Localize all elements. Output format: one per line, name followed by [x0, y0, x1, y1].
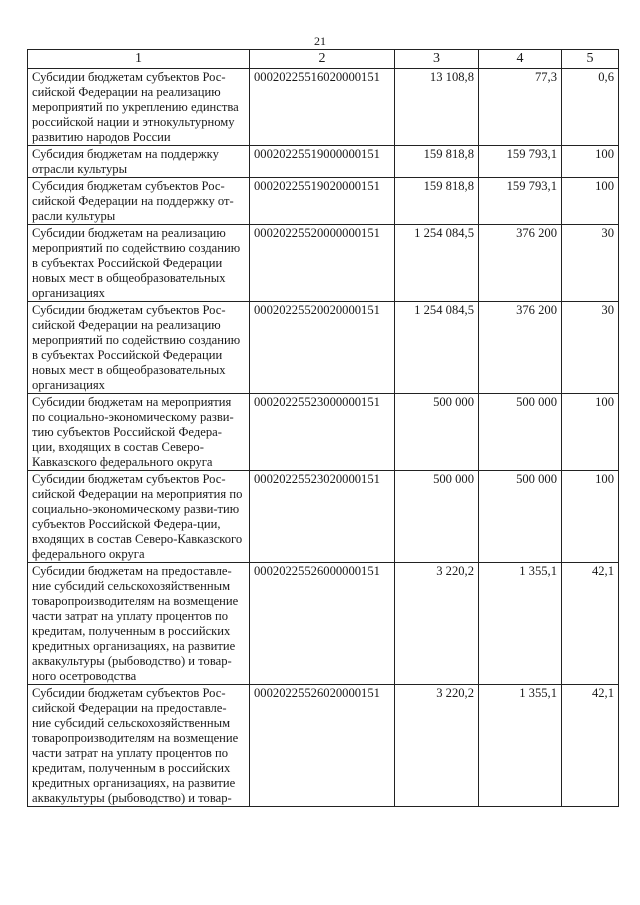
row-plan: 500 000	[395, 471, 479, 563]
row-percent: 42,1	[562, 685, 619, 807]
table-row	[28, 563, 619, 685]
table-row	[28, 394, 619, 471]
row-name: Субсидии бюджетам на предоставле-ние субсидий сельскохозяйственным товаропроизводителям на возмещение части затрат на уплату процентов по кредитам, полученным в российских кредитных организациях, на развитие аквакультуры (рыбоводство) и товар-ного осетроводства	[28, 563, 250, 685]
row-fact: 159 793,1	[479, 146, 562, 178]
table-row	[28, 178, 619, 225]
table-row	[28, 302, 619, 394]
column-header: 5	[562, 50, 619, 69]
row-fact: 159 793,1	[479, 178, 562, 225]
row-name: Субсидии бюджетам субъектов Рос-сийской Федерации на мероприятия по социально-экономическому разви-тию субъектов Российской Федера-ции, входящих в состав Северо-Кавказского федерального округа	[28, 471, 250, 563]
row-name: Субсидии бюджетам на реализацию мероприятий по содействию созданию в субъектах Российской Федерации новых мест в общеобразовательных организациях	[28, 225, 250, 302]
row-percent: 100	[562, 146, 619, 178]
row-percent: 42,1	[562, 563, 619, 685]
page-number: 21	[314, 34, 326, 48]
column-header: 1	[28, 50, 250, 69]
row-plan: 1 254 084,5	[395, 302, 479, 394]
row-percent: 30	[562, 302, 619, 394]
row-fact: 1 355,1	[479, 563, 562, 685]
row-percent: 100	[562, 178, 619, 225]
table-row	[28, 69, 619, 146]
row-percent: 0,6	[562, 69, 619, 146]
row-plan: 1 254 084,5	[395, 225, 479, 302]
row-name: Субсидия бюджетам на поддержку отрасли культуры	[28, 146, 250, 178]
row-name: Субсидии бюджетам субъектов Рос-сийской Федерации на предоставле-ние субсидий сельскохозяйственным товаропроизводителям на возмещение части затрат на уплату процентов по кредитам, полученным в российских кредитных организациях, на развитие аквакультуры (рыбоводство) и товар-	[28, 685, 250, 807]
row-code: 00020225520020000151	[250, 302, 395, 394]
budget-table	[27, 49, 619, 807]
table-row	[28, 471, 619, 563]
table-row	[28, 146, 619, 178]
row-percent: 30	[562, 225, 619, 302]
column-header: 4	[479, 50, 562, 69]
table-row	[28, 225, 619, 302]
row-fact: 376 200	[479, 225, 562, 302]
row-code: 00020225516020000151	[250, 69, 395, 146]
row-percent: 100	[562, 394, 619, 471]
row-name: Субсидии бюджетам субъектов Рос-сийской Федерации на реализацию мероприятий по укреплению единства российской нации и этнокультурному развитию народов России	[28, 69, 250, 146]
row-name: Субсидии бюджетам субъектов Рос-сийской Федерации на реализацию мероприятий по содействию созданию в субъектах Российской Федерации новых мест в общеобразовательных организациях	[28, 302, 250, 394]
row-code: 00020225523000000151	[250, 394, 395, 471]
row-code: 00020225520000000151	[250, 225, 395, 302]
row-plan: 3 220,2	[395, 563, 479, 685]
row-fact: 500 000	[479, 394, 562, 471]
row-code: 00020225523020000151	[250, 471, 395, 563]
row-plan: 159 818,8	[395, 146, 479, 178]
table-header-row	[28, 50, 619, 69]
row-name: Субсидия бюджетам субъектов Рос-сийской Федерации на поддержку от-расли культуры	[28, 178, 250, 225]
row-fact: 1 355,1	[479, 685, 562, 807]
row-fact: 77,3	[479, 69, 562, 146]
row-code: 00020225519020000151	[250, 178, 395, 225]
table-row	[28, 685, 619, 807]
row-plan: 13 108,8	[395, 69, 479, 146]
row-fact: 376 200	[479, 302, 562, 394]
row-plan: 500 000	[395, 394, 479, 471]
column-header: 2	[250, 50, 395, 69]
row-plan: 159 818,8	[395, 178, 479, 225]
row-code: 00020225519000000151	[250, 146, 395, 178]
row-name: Субсидии бюджетам на мероприятия по социально-экономическому разви-тию субъектов Российской Федера-ции, входящих в состав Северо-Кавказского федерального округа	[28, 394, 250, 471]
row-code: 00020225526000000151	[250, 563, 395, 685]
row-code: 00020225526020000151	[250, 685, 395, 807]
row-percent: 100	[562, 471, 619, 563]
row-fact: 500 000	[479, 471, 562, 563]
column-header: 3	[395, 50, 479, 69]
row-plan: 3 220,2	[395, 685, 479, 807]
